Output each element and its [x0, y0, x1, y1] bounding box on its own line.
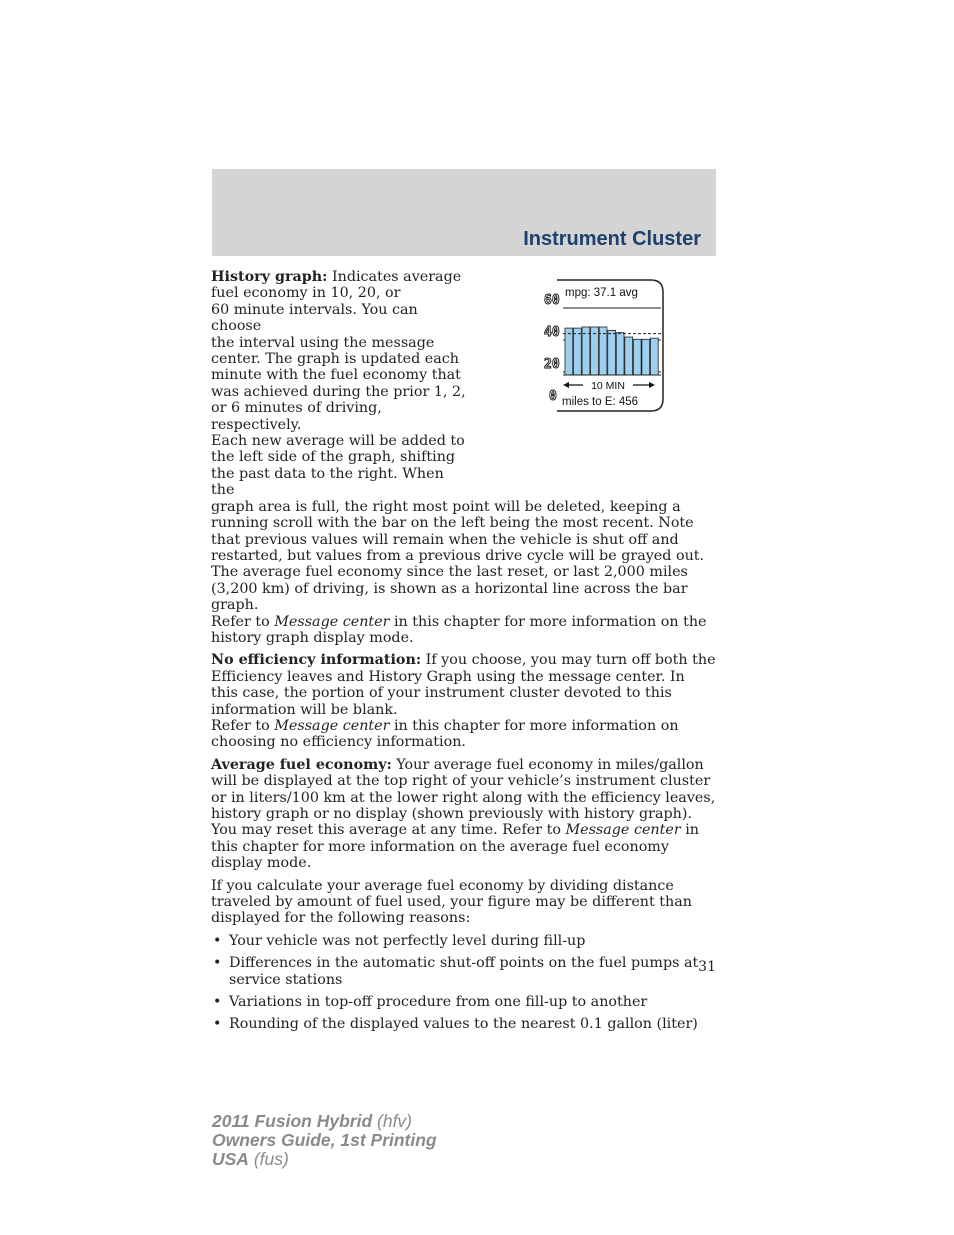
- calculation-paragraph: If you calculate your average fuel economy by dividing distance traveled by amount of fuel used, your figure may be different than displayed for the following reasons:: [211, 877, 692, 927]
- average-fuel-economy-text: Your average fuel economy in miles/gallon will be displayed at the top right of your vehicle’s instrument cluster or in liters/100 km at the lower right along with the efficiency leaves, history graph or no display (shown previously with history graph). You may reset this average at any time. Refer to: [211, 756, 716, 839]
- bar: [574, 328, 582, 375]
- no-efficiency-refer: [211, 718, 716, 751]
- history-wrapped-lines: [211, 269, 471, 499]
- no-efficiency-refer-post: in this chapter for more information on choosing no efficiency information.: [211, 717, 679, 751]
- arrow-left-icon: [563, 382, 569, 388]
- footer-market: USA: [212, 1149, 249, 1169]
- list-item: • Differences in the automatic shut-off points on the fuel pumps at service stations: [211, 955, 716, 988]
- bar: [650, 338, 658, 375]
- footer-model: 2011 Fusion Hybrid: [212, 1111, 373, 1131]
- history-refer-post: in this chapter for more information on the history graph display mode.: [211, 613, 707, 646]
- mpg-average-label: mpg: 37.1 avg: [565, 287, 638, 299]
- no-efficiency-refer-pre: Refer to: [211, 717, 275, 734]
- footer-market-code: (fus): [248, 1149, 289, 1169]
- no-efficiency-text: If you choose, you may turn off both the Efficiency leaves and History Graph using the message center. In this case, the portion of your instrument cluster devoted to this information will be blank.: [211, 652, 716, 718]
- bar: [565, 328, 573, 375]
- history-rest: graph area is full, the right most point will be deleted, keeping a running scroll with the bar on the left being the most recent. Note that previous values will remain when the vehicle is shut off and restarted, but values from a previous drive cycle will be grayed out. The average fuel economy since the last reset, or last 2,000 miles (3,200 km) of driving, is shown as a horizontal line across the bar graph.: [211, 498, 705, 614]
- history-graph-svg: [543, 278, 668, 413]
- average-fuel-economy-link: Message center: [565, 822, 681, 839]
- interval-label: 10 MIN: [591, 380, 625, 392]
- page-number: 31: [698, 959, 716, 975]
- bar: [599, 327, 607, 375]
- bars-group: [565, 327, 658, 375]
- history-line5: center. The graph is updated each: [211, 351, 459, 368]
- footer-guide: Owners Guide, 1st Printing: [212, 1130, 437, 1150]
- bar: [582, 327, 590, 375]
- bar: [591, 327, 599, 375]
- list-item: • Rounding of the displayed values to the nearest 0.1 gallon (liter): [211, 1016, 716, 1032]
- history-line2: fuel economy in 10, 20, or: [211, 285, 401, 302]
- history-line4: the interval using the message: [211, 334, 435, 351]
- history-refer: [211, 614, 716, 647]
- tick-label: 60: [544, 293, 560, 308]
- history-line1: Indicates average: [327, 269, 462, 285]
- no-efficiency-heading: No efficiency information:: [211, 652, 422, 669]
- list-item: • Your vehicle was not perfectly level during fill-up: [211, 933, 716, 949]
- history-line3: 60 minute intervals. You can choose: [211, 301, 418, 335]
- average-fuel-economy-post: in this chapter for more information on the average fuel economy display mode.: [211, 822, 699, 872]
- bar: [642, 339, 650, 375]
- reasons-list: [211, 933, 716, 1033]
- list-item: • Variations in top-off procedure from one fill-up to another: [211, 994, 716, 1010]
- no-efficiency-refer-link: Message center: [274, 717, 390, 734]
- history-line10: the left side of the graph, shifting: [211, 449, 456, 466]
- bar: [608, 330, 616, 375]
- footer-model-code: (hfv): [372, 1111, 413, 1131]
- history-line11: the past data to the right. When the: [211, 465, 444, 499]
- tick-label: 20: [544, 357, 560, 372]
- bar: [625, 337, 633, 375]
- tick-label: 40: [544, 325, 560, 340]
- average-fuel-economy-paragraph: [211, 757, 716, 872]
- arrow-right-icon: [649, 382, 655, 388]
- history-line6: minute with the fuel economy that: [211, 367, 461, 384]
- tick-label: 0: [549, 389, 557, 404]
- history-line8: or 6 minutes of driving, respectively.: [211, 400, 382, 433]
- history-line9: Each new average will be added to: [211, 433, 465, 450]
- history-refer-pre: Refer to: [211, 613, 275, 630]
- section-title: Instrument Cluster: [523, 228, 701, 250]
- section-header: [212, 169, 716, 256]
- average-fuel-economy-heading: Average fuel economy:: [211, 756, 392, 773]
- history-graph-illustration: [543, 278, 668, 413]
- history-line7: was achieved during the prior 1, 2,: [211, 383, 466, 400]
- no-efficiency-paragraph: [211, 652, 716, 718]
- bar: [633, 339, 641, 375]
- history-refer-link: Message center: [274, 613, 390, 630]
- bar: [616, 333, 624, 375]
- history-heading: History graph:: [211, 269, 328, 285]
- footer: [212, 1112, 437, 1169]
- miles-to-empty-label: miles to E: 456: [562, 396, 639, 408]
